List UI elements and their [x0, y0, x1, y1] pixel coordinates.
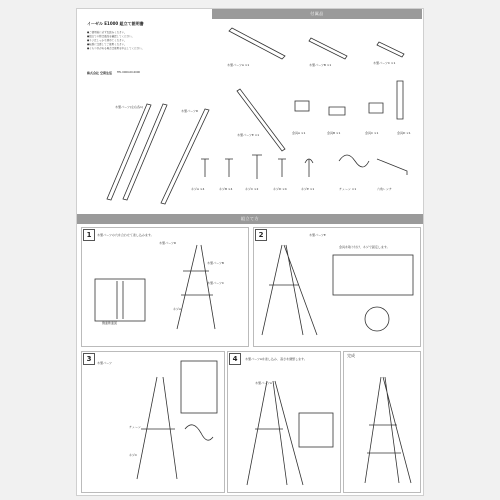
note: ●ぐらつきがある場合は使用を中止してください。	[87, 47, 145, 50]
step-number-1: 1	[83, 229, 95, 241]
step-2-part: 木製パーツE	[309, 233, 326, 237]
step-1-easel	[177, 245, 215, 329]
label-bracket-c: 金具C ×1	[365, 131, 379, 135]
label-bracket-a: 金具A ×1	[292, 131, 306, 135]
assembly-header: 組立て方	[77, 214, 423, 224]
label-mid-bar: 木製パーツB ×1	[309, 63, 332, 67]
step-number-3: 3	[83, 353, 95, 365]
label-long-legs: 木製パーツ(左右各1)	[115, 105, 144, 109]
step-4-part: 木製パーツA	[255, 381, 272, 385]
step-2-easel	[262, 245, 317, 335]
label-screw-b: ネジB ×4	[219, 187, 233, 191]
step-2-note: 金具を取り付け、ネジで固定します。	[339, 245, 390, 249]
step-number-2: 2	[255, 229, 267, 241]
step-number-4: 4	[229, 353, 241, 365]
finish-title: 完成	[347, 353, 355, 358]
label-hook: ネジE ×1	[301, 187, 315, 191]
step-4-easel	[247, 381, 303, 485]
company-info: TEL 0000-00-0000	[117, 71, 141, 74]
parts-header: 付属品	[212, 9, 422, 19]
step-4-note: 木製パーツAを差し込み、高さを調整します。	[245, 357, 307, 361]
step-3-screw: ネジC	[129, 453, 138, 457]
step-2-detail-circle	[365, 307, 389, 331]
step-1-screw: ネジA	[173, 307, 182, 311]
step-1-section-label: 側面断面図	[102, 321, 118, 325]
step-3-chain-detail	[185, 425, 213, 440]
finished-easel	[365, 377, 411, 483]
label-screw-a: ネジA ×4	[191, 187, 205, 191]
label-wrench: 六角レンチ	[377, 187, 392, 191]
label-bracket-b: 金具B ×1	[327, 131, 341, 135]
step-1-note: 木製パーツの穴を合わせて差し込みます。	[97, 233, 154, 237]
step-3-easel	[137, 377, 177, 479]
step-1-detail-post	[117, 281, 123, 319]
step-1-part-b: 木製パーツB	[207, 261, 224, 265]
label-back-leg: 木製パーツE ×1	[237, 133, 260, 137]
label-chain: チェーン ×1	[339, 187, 357, 191]
label-small-bar: 木製パーツC ×1	[373, 61, 396, 65]
note: ●組立ての際は部品を確認してください。	[87, 35, 135, 38]
note: ●ネジはしっかり締めてください。	[87, 39, 127, 42]
label-bracket-d: 金具D ×1	[397, 131, 411, 135]
step-2-detail-box	[333, 255, 413, 295]
company-name: 株式会社 空間生活	[87, 71, 113, 75]
instruction-sheet	[76, 8, 424, 496]
step-3-chain: チェーン	[129, 425, 141, 429]
label-leg-d: 木製パーツD	[181, 109, 199, 113]
step-3-part: 木製パーツ	[97, 361, 112, 365]
note: ●転倒に注意してご使用ください。	[87, 43, 127, 46]
step-1-part-a: 木製パーツD	[159, 241, 177, 245]
label-screw-c: ネジC ×2	[245, 187, 259, 191]
doc-title: イーゼル E1000 組立て説明書	[87, 21, 144, 26]
step-4-detail-box	[299, 413, 333, 447]
label-top-bar: 木製パーツA ×1	[227, 63, 250, 67]
step-3-detail-box	[181, 361, 217, 413]
step-1-detail-box	[95, 279, 145, 321]
note: ●ご使用前に必ずお読みください。	[87, 31, 127, 34]
assembly-illustration	[77, 9, 423, 495]
label-screw-d: ネジD ×4	[273, 187, 287, 191]
step-1-part-c: 木製パーツC	[207, 281, 224, 285]
